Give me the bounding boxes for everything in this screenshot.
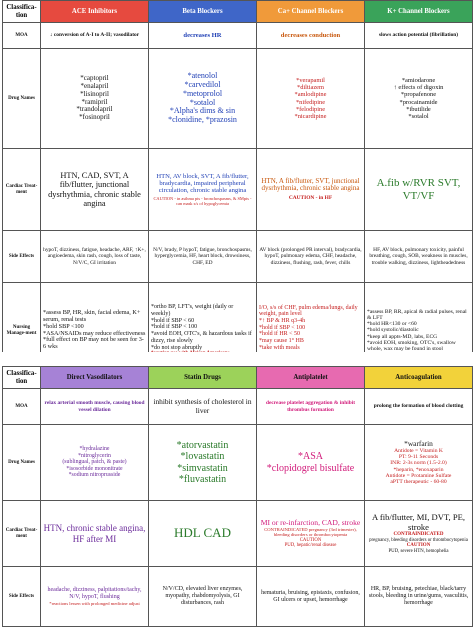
table-separator bbox=[0, 352, 474, 366]
cardiac-ca: HTN, A fib/flutter, SVT, junctional dysrhythmia, chronic stable angina bbox=[261, 176, 360, 193]
side-ca: AV block (prolonged PR interval), bradycardia, hypoT, pulmonary edema, CHF, headache, dizziness, flushing, rash, fever, chills bbox=[257, 231, 365, 283]
drugs-antiplatelet: *ASA *clopidogrel bisulfate bbox=[257, 425, 365, 501]
classification-header: Classifica-tion bbox=[3, 1, 41, 23]
anticoagulation-contra: CONTRAINDICATED bbox=[393, 532, 444, 538]
side-anticoagulation: HR, BP, bruising, petechiae, black/tarry stools, bleeding in urine/gums, vasculitis, hemorrhage bbox=[365, 567, 473, 627]
header-ca-channel-blockers: Ca+ Channel Blockers bbox=[257, 1, 365, 23]
row-label-cardiac-treatment: Cardiac Treat-ment bbox=[3, 149, 41, 231]
header-direct-vasodilators: Direct Vasodilators bbox=[41, 367, 149, 389]
side-beta: N/V, brady, P hypoT, fatigue, bronchospasms, hyperglycemia, HF, heart block, drowsiness, CHF, ED bbox=[149, 231, 257, 283]
table-cardiac-drugs-1 bbox=[2, 0, 473, 379]
moa-beta: decreases HR bbox=[149, 23, 257, 49]
drugs-statins: *atorvastatin *lovastatin *simvastatin *fluvastatin bbox=[149, 425, 257, 501]
row-label-moa-2: MOA bbox=[3, 389, 41, 425]
nursing-ace: *assess BP, HR, skin, facial edema, K+ serum, renal tests *hold SBP <100 *ASA/NSAIDs may reduce effectiveness *full effect on BP may not be seen for 3-6 wks bbox=[41, 283, 149, 379]
row-label-side-effects: Side Effects bbox=[3, 231, 41, 283]
cardiac-ca-caution: CAUTION - in HF bbox=[288, 195, 333, 202]
row-label-drug-names: Drug Names bbox=[3, 49, 41, 149]
row-label-nursing: Nursing Manage-ment bbox=[3, 283, 41, 379]
drugs-k: *amiodarone ↑ effects of digoxin *propafenone *procainamide *ibutilide *sotalol bbox=[365, 49, 473, 149]
cardiac-vasodilators: HTN, chronic stable angina, HF after MI bbox=[41, 501, 149, 567]
cardiac-beta: HTN, AV block, SVT, A fib/flutter, bradycardia, impaired peripheral circulation, chronic stable angina bbox=[156, 172, 249, 195]
nursing-beta: *ortho BP, LFT's, weight (daily or weekly) *hold if SBP < 60 *hold if SBP < 100 *avoid EOH, OTC's, & hazardous tasks if dizzy, rise slowly *do not stop abruptly bbox=[151, 304, 252, 351]
row-label-drug-names-2: Drug Names bbox=[3, 425, 41, 501]
row-label-cardiac-treatment-2: Cardiac Treat-ment bbox=[3, 501, 41, 567]
drugs-ca: *verapamil *diltiazem *amlodipine *nifedipine *felodipine *nicardipine bbox=[257, 49, 365, 149]
moa-k: slows action potential (fibrillation) bbox=[365, 23, 473, 49]
cardiac-antiplatelet: MI or re-infarction, CAD, stroke bbox=[260, 517, 361, 527]
antiplatelet-caution: CAUTION PUD, hepatic/renal disease bbox=[284, 537, 337, 548]
side-vasodilators-note: *reactions lessen with prolonged medicine adjust bbox=[49, 600, 140, 606]
header-beta-blockers: Beta Blockers bbox=[149, 1, 257, 23]
nursing-ca: I/O, s/s of CHF, pulm edema/lungs, daily weight, pain level *↑ BP & HR q3-4h *hold if SBP < 100 *hold if HR < 50 *may cause 1° HB *take with meals bbox=[259, 304, 358, 351]
drugs-vasodilators: *hydralazine *nitroglycerin (sublingual, patch, & paste) *isosorbide mononitrate *sodium nitroprusside bbox=[41, 425, 149, 501]
header-anticoagulation: Anticoagulation bbox=[365, 367, 473, 389]
cardiac-ace: HTN, CAD, SVT, A fib/flutter, junctional dysrhythmia, chronic stable angina bbox=[41, 149, 149, 231]
nursing-k: *assess BP, RR, apical & radial pulses, renal & LFT *hold HR<130 or <60 *hold systolic/diastolic *keep all appts-MD, labs, ECG *avoid EOH, smoking, OTC's, swallow whole, wax may be found in stool bbox=[365, 283, 473, 379]
classification-header-2: Classifica-tion bbox=[3, 367, 41, 389]
side-antiplatelet: hematuria, bruising, epistaxis, confusion, GI ulcers or upset, hemorrhage bbox=[257, 567, 365, 627]
moa-statins: inhibit synthesis of cholesterol in liver bbox=[149, 389, 257, 425]
moa-vasodilators: relax arterial smooth muscle, causing blood vessel dilation bbox=[41, 389, 149, 425]
anticoagulation-detail: Antidote = Vitamin K PT: 9-11 Seconds INR: 2-3s norm (1.5-2.0) *heparin, *enoxaparin Antidote = Protamine Sulfate aPTT therapeutic - 60-80 bbox=[385, 447, 452, 486]
drugs-beta: *atenolol *carvedilol *metoprolol *sotalol *Alpha's dims & sin *clonidine, *prazosin bbox=[149, 49, 257, 149]
row-label-side-effects-2: Side Effects bbox=[3, 567, 41, 627]
header-ace-inhibitors: ACE Inhibitors bbox=[41, 1, 149, 23]
header-statin-drugs: Statin Drugs bbox=[149, 367, 257, 389]
side-statins: N/V/CD, elevated liver enzymes, myopathy, rhabdomyolysis, GI disturbances, rash bbox=[149, 567, 257, 627]
cardiac-statins: HDL CAD bbox=[149, 501, 257, 567]
moa-ace: ↓ conversion of A-I to A-II; vasodilator bbox=[41, 23, 149, 49]
cardiac-beta-caution: CAUTION - in asthma pts - bronchospasms, & SMpts - can mask s/s of hypoglycemia bbox=[153, 195, 252, 206]
header-k-channel-blockers: K+ Channel Blockers bbox=[365, 1, 473, 23]
cardiac-k: A.fib w/RVR SVT, VT/VF bbox=[365, 149, 473, 231]
side-ace: hypoT, dizziness, fatigue, headache, ARF, ↑K+, angioedema, skin rash, cough, loss of taste, N/V/C, GI irritation bbox=[41, 231, 149, 283]
moa-antiplatelet: decrease platelet aggregation & inhibit thrombus formation bbox=[257, 389, 365, 425]
drugs-ace: *captopril *enalapril *lisinopril *ramipril *trandolapril *fosinopril bbox=[41, 49, 149, 149]
moa-ca: decreases conduction bbox=[257, 23, 365, 49]
antiplatelet-contra: CONTRAINDICATED pregnancy (3rd trimester), bleeding disorders or thrombocytopenia bbox=[264, 527, 357, 538]
anticoagulation-contra-sub: pregnancy, bleeding disorders or thrombocytopenia bbox=[369, 537, 468, 543]
header-antiplatelet: Antiplatelet bbox=[257, 367, 365, 389]
side-k: HF, AV block, pulmonary toxicity, painful breathing, cough, SOB, weakness in muscles, trouble walking, dizziness, lightheadedness bbox=[365, 231, 473, 283]
drugs-anticoagulation: *warfarin bbox=[404, 438, 433, 448]
side-vasodilators: headache, dizziness, palpitations/tachy, N/V, hypoT, flushing bbox=[47, 587, 142, 600]
row-label-moa: MOA bbox=[3, 23, 41, 49]
table-cardiac-drugs-2 bbox=[2, 366, 473, 627]
moa-anticoagulation: prolong the formation of blood clotting bbox=[365, 389, 473, 425]
anticoagulation-caution-sub: PUD, severe HTN, hemophelia bbox=[388, 548, 449, 554]
cardiac-anticoagulation: A fib/flutter, MI, DVT, PE, stroke bbox=[371, 511, 466, 532]
anticoagulation-caution: CAUTION bbox=[406, 543, 431, 549]
